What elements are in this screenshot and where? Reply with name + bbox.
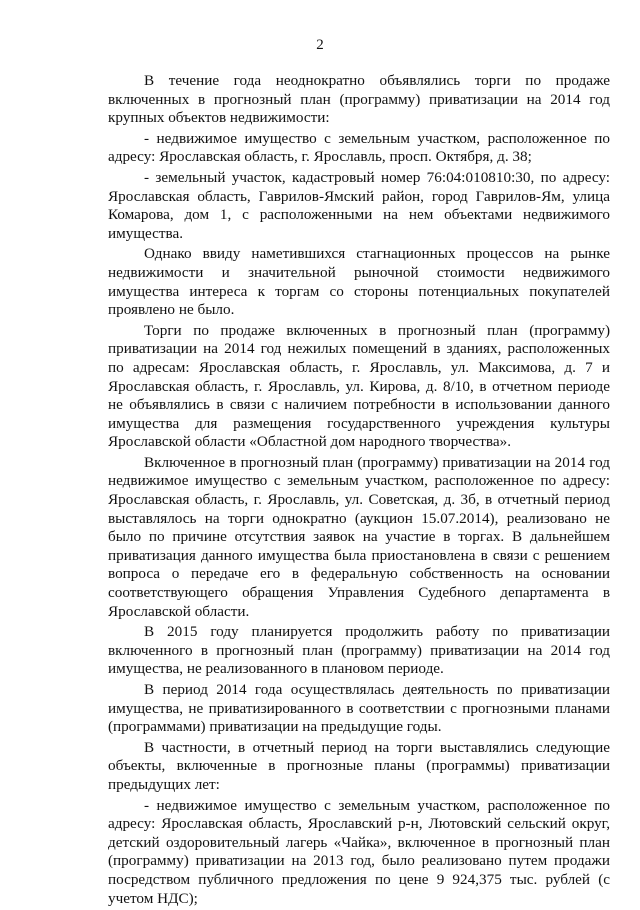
paragraph: - земельный участок, кадастровый номер 76:04:010810:30, по адресу: Ярославская область, Гаврилов-Ямский район, город Гаврилов-Ям, улица Комарова, дом 1, с расположенными на нем объектами недвижимого имущества. xyxy=(108,168,610,242)
document-body xyxy=(108,72,610,910)
paragraph: В период 2014 года осуществлялась деятельность по приватизации имущества, не приватизированного в соответствии с прогнозными планами (программами) приватизации на предыдущие годы. xyxy=(108,681,610,736)
paragraph: Однако ввиду наметившихся стагнационных процессов на рынке недвижимости и значительной рыночной стоимости недвижимого имущества интереса к торгам со стороны потенциальных покупателей проявлено не было. xyxy=(108,245,610,319)
paragraph: В частности, в отчетный период на торги выставлялись следующие объекты, включенные в прогнозные планы (программы) приватизации предыдущих лет: xyxy=(108,738,610,793)
page-number: 2 xyxy=(316,37,324,53)
paragraph: - недвижимое имущество с земельным участком, расположенное по адресу: Ярославская область, г. Ярославль, просп. Октября, д. 38; xyxy=(108,129,610,166)
paragraph: В течение года неоднократно объявлялись торги по продаже включенных в прогнозный план (программу) приватизации на 2014 год крупных объектов недвижимости: xyxy=(108,72,610,127)
paragraph: Торги по продаже включенных в прогнозный план (программу) приватизации на 2014 год нежилых помещений в зданиях, расположенных по адресам: Ярославская область, г. Ярославль, ул. Максимова, д. 7 и Ярославская область, г. Ярославль, ул. Кирова, д. 8/10, в отчетном периоде не объявлялись в связи с наличием потребности в использовании данного имущества для размещения государственного учреждения культуры Ярославской области «Областной дом народного творчества». xyxy=(108,321,610,451)
paragraph: Включенное в прогнозный план (программу) приватизации на 2014 год недвижимое имущество с земельным участком, расположенное по адресу: Ярославская область, г. Ярославль, ул. Советская, д. 3б, в отчетный период выставлялось на торги однократно (аукцион 15.07.2014), реализовано не было по причине отсутствия заявок на участие в торгах. В дальнейшем приватизация данного имущества была приостановлена в связи с решением вопроса о передаче его в федеральную собственность на основании соответствующего обращения Управления Судебного департамента в Ярославской области. xyxy=(108,453,610,620)
paragraph: В 2015 году планируется продолжить работу по приватизации включенного в прогнозный план (программу) приватизации на 2014 год имущества, не реализованного в плановом периоде. xyxy=(108,623,610,678)
paragraph: - недвижимое имущество с земельным участком, расположенное по адресу: Ярославская область, Ярославский р-н, Лютовский сельский округ, детский оздоровительный лагерь «Чайка», включенное в прогнозный план (программу) приватизации на 2013 год, было реализовано путем продажи посредством публичного предложения по цене 9 924,375 тыс. рублей (с учетом НДС); xyxy=(108,796,610,907)
